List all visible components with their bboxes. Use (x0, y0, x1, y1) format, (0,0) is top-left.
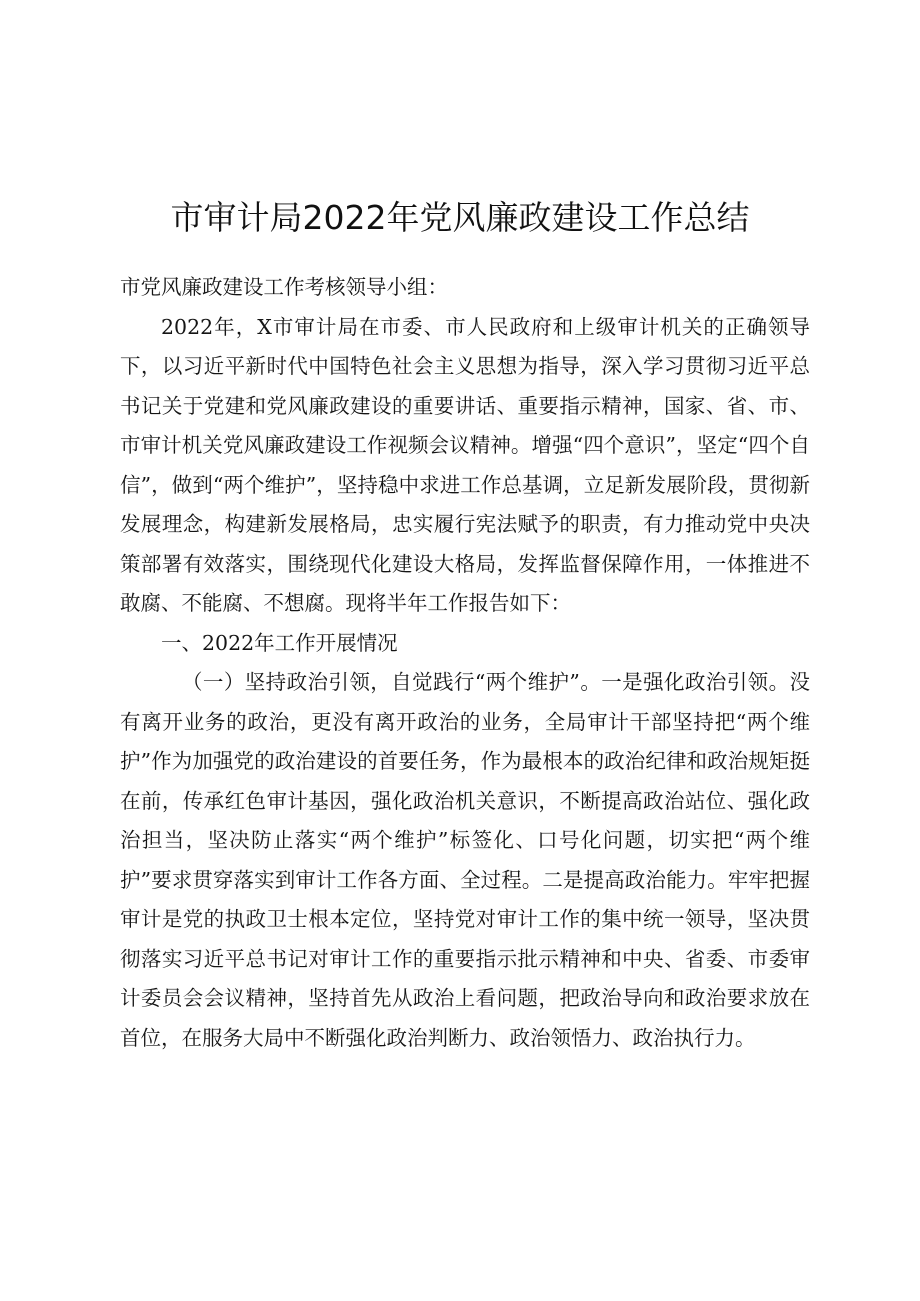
document-title: 市审计局2022年党风廉政建设工作总结 (170, 198, 750, 238)
document-body (120, 268, 810, 1058)
intro-paragraph: 2022年，X市审计局在市委、市人民政府和上级审计机关的正确领导下，以习近平新时代中国特色社会主义思想为指导，深入学习贯彻习近平总书记关于党建和党风廉政建设的重要讲话、重要指示精神，国家、省、市、市审计机关党风廉政建设工作视频会议精神。增强“四个意识”，坚定“四个自信”，做到“两个维护”，坚持稳中求进工作总基调，立足新发展阶段，贯彻新发展理念，构建新发展格局，忠实履行宪法赋予的职责，有力推动党中央决策部署有效落实，围绕现代化建设大格局，发挥监督保障作用，一体推进不敢腐、不能腐、不想腐。现将半年工作报告如下： (120, 314, 810, 615)
salutation: 市党风廉政建设工作考核领导小组： (120, 275, 448, 299)
section-heading: 一、2022年工作开展情况 (161, 630, 398, 655)
section-paragraph: （一）坚持政治引领，自觉践行“两个维护”。一是强化政治引领。没有离开业务的政治，更没有离开政治的业务，全局审计干部坚持把“两个维护”作为加强党的政治建设的首要任务，作为最根本的政治纪律和政治规矩挺在前，传承红色审计基因，强化政治机关意识，不断提高政治站位、强化政治担当，坚决防止落实“两个维护”标签化、口号化问题，切实把“两个维护”要求贯穿落实到审计工作各方面、全过程。二是提高政治能力。牢牢把握审计是党的执政卫士根本定位，坚持党对审计工作的集中统一领导，坚决贯彻落实习近平总书记对审计工作的重要指示批示精神和中央、省委、市委审计委员会会议精神，坚持首先从政治上看问题，把政治导向和政治要求放在首位，在服务大局中不断强化政治判断力、政治领悟力、政治执行力。 (120, 670, 810, 1050)
